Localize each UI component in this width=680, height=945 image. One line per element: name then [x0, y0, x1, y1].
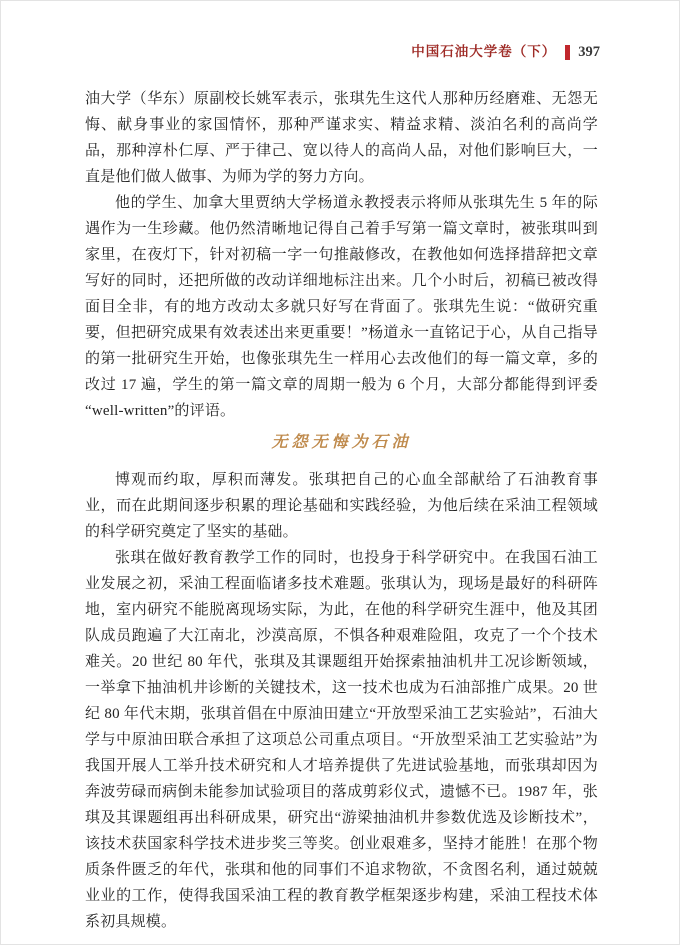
section-heading: 无怨无悔为石油 [271, 434, 412, 451]
running-header [411, 43, 600, 61]
header-divider-bar [565, 45, 570, 60]
paragraph: 博观而约取，厚积而薄发。张琪把自己的心血全部献给了石油教育事业，而在此期间逐步积累的理论基础和实践经验，为他后续在采油工程领域的科学研究奠定了坚实的基础。 [85, 472, 598, 540]
paragraph: 他的学生、加拿大里贾纳大学杨道永教授表示将师从张琪先生 5 年的际遇作为一生珍藏。他仍然清晰地记得自己着手写第一篇文章时，被张琪叫到家里，在夜灯下，针对初稿一字一句推敲修改，在教他如何选择措辞把文章写好的同时，还把所做的改动详细地标注出来。几个小时后，初稿已被改得面目全非，有的地方改动太多就只好写在背面了。张琪先生说：“做研究重要，但把研究成果有效表述出来更重要！”杨道永一直铭记于心，从自己指导的第一批研究生开始，也像张琪先生一样用心去改他们的每一篇文章，多的改过 17 遍，学生的第一篇文章的周期一般为 6 个月，大部分都能得到评委“well-written”的评语。 [85, 195, 598, 419]
paragraph-continuation: 油大学（华东）原副校长姚军表示，张琪先生这代人那种历经磨难、无怨无悔、献身事业的家国情怀，那种严谨求实、精益求精、淡泊名利的高尚学品，那种淳朴仁厚、严于律己、宽以待人的高尚人品，对他们影响巨大，一直是他们做人做事、为师为学的努力方向。 [85, 91, 598, 185]
article-body [85, 86, 598, 935]
header-page-number: 397 [578, 44, 600, 60]
header-title: 中国石油大学卷（下） [411, 44, 557, 59]
paragraph: 张琪在做好教育教学工作的同时，也投身于科学研究中。在我国石油工业发展之初，采油工程面临诸多技术难题。张琪认为，现场是最好的科研阵地，室内研究不能脱离现场实际，为此，在他的科学研究生涯中，他及其团队成员跑遍了大江南北，沙漠高原，不惧各种艰难险阻，攻克了一个个技术难关。20 世纪 80 年代，张琪及其课题组开始探索抽油机井工况诊断领域，一举拿下抽油机井诊断的关键技术，这一技术也成为石油部推广成果。20 世纪 80 年代末期，张琪首倡在中原油田建立“开放型采油工艺实验站”，石油大学与中原油田联合承担了这项总公司重点项目。“开放型采油工艺实验站”为我国开展人工举升技术研究和人才培养提供了先进试验基地，而张琪却因为奔波劳碌而病倒未能参加试验项目的落成剪彩仪式，遗憾不已。1987 年，张琪及其课题组再出科研成果，研究出“游梁抽油机井参数优选及诊断技术”，该技术获国家科学技术进步奖三等奖。创业艰难多，坚持才能胜！在那个物质条件匮乏的年代，张琪和他的同事们不追求物欲，不贪图名利，通过兢兢业业的工作，使得我国采油工程的教育教学框架逐步构建，采油工程技术体系初具规模。 [85, 550, 598, 930]
